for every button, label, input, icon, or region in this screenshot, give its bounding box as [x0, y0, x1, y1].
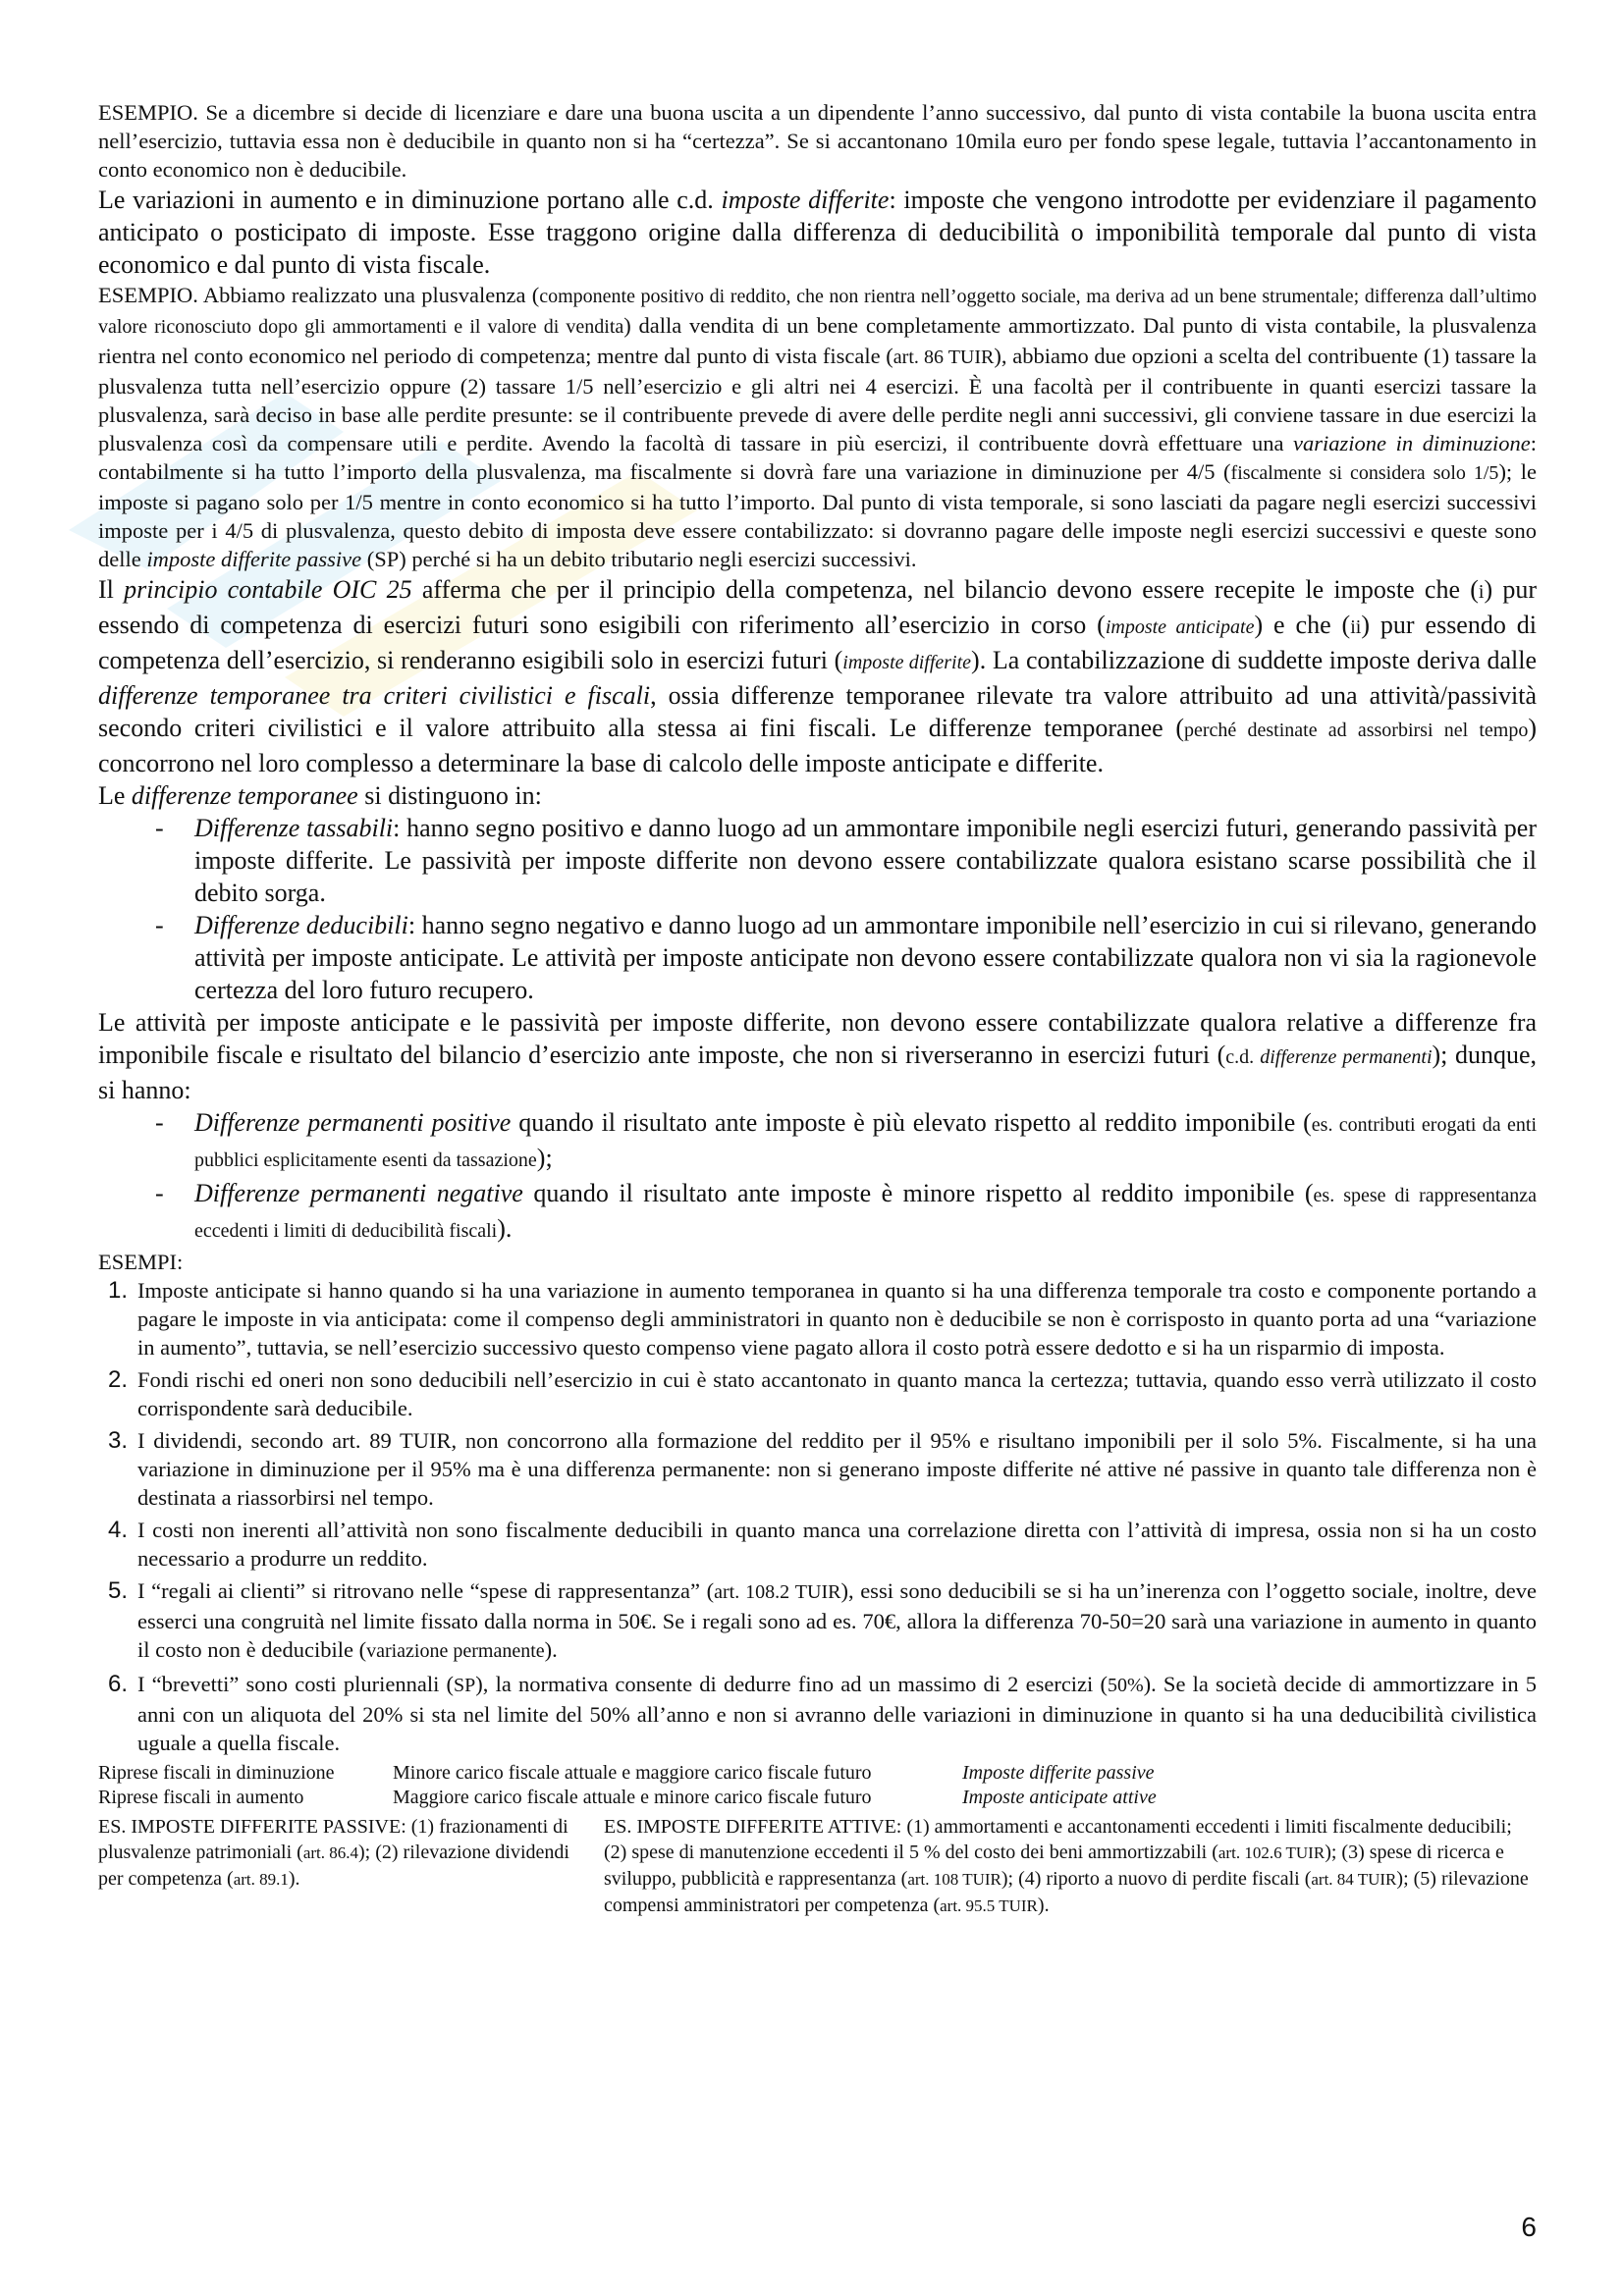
list-item: - Differenze permanenti positive quando il risultato ante imposte è più elevato rispetto al reddito imponibile (es. contributi erogati da enti pubblici esplicitamente esenti da tassazione); [155, 1108, 1538, 1172]
footer-right-active: ES. IMPOSTE DIFFERITE ATTIVE: (1) ammortamenti e accantonamenti eccedenti i limiti fiscalmente deducibili; (2) spese di manutenzione eccedenti il 5 % del costo dei beni ammortizzabili (art. 102.6 TUIR); (3) spese di ricerca e sviluppo, pubblicità e rappresentanza (art. 108 TUIR); (4) riporto a nuovo di perdite fiscali (art. 84 TUIR); (5) rilevazione compensi amministratori per competenza (art. 95.5 TUIR). [604, 1816, 1529, 1916]
list-item: 5. I “regali ai clienti” si ritrovano nelle “spese di rappresentanza” (art. 108.2 TUIR), essi sono deducibili se si ha un’inerenza con l’oggetto sociale, inoltre, deve esserci una congruità nel limite fissato dalla norma in 50€. Se i regali sono ad es. 70€, allora la differenza 70-50=20 sarà una variazione in aumento in quanto il costo non è deducibile (variazione permanente). [108, 1577, 1537, 1662]
dash-bullet: - [155, 1179, 164, 1207]
footer-left-passive: ES. IMPOSTE DIFFERITE PASSIVE: (1) frazionamenti di plusvalenze patrimoniali (art. 86.4); (2) rilevazione dividendi per competenza (art. 89.1). [98, 1816, 569, 1890]
summary-cell: Maggiore carico fiscale attuale e minore carico fiscale futuro [393, 1787, 872, 1808]
permanenti-list [98, 1106, 1537, 1248]
document-page [98, 98, 1537, 1919]
footer-examples [98, 1814, 1537, 1919]
list-item: 1. Imposte anticipate si hanno quando si ha una variazione in aumento temporanea in quanto si ha una differenza temporale tra costo e componente portando a pagare le imposte in via anticipata: come il compenso degli amministratori in quanto non è deducibile se non è corrisposto in quanto porta ad una “variazione in aumento”, tuttavia, se nell’esercizio successivo questo compenso viene pagato allora il costo potrà essere dedotto e si ha un risparmio di imposta. [108, 1277, 1537, 1360]
esempi-list [98, 1276, 1537, 1757]
dash-bullet: - [155, 814, 164, 842]
summary-cell: Minore carico fiscale attuale e maggiore carico fiscale futuro [393, 1762, 872, 1784]
summary-cell: Imposte anticipate attive [962, 1787, 1157, 1808]
list-item: 6. I “brevetti” sono costi pluriennali (SP), la normativa consente di dedurre fino ad un massimo di 2 esercizi (50%). Se la società decide di ammortizzare in 5 anni con un aliquota del 20% si sta nel limite del 50% all’anno e non si avranno delle variazioni in diminuzione in quanto si ha una deducibilità civilistica uguale a quella fiscale. [108, 1671, 1537, 1755]
temporanee-list [98, 812, 1537, 1006]
summary-cell: Riprese fiscali in diminuzione [98, 1762, 335, 1784]
page-number: 6 [1521, 2212, 1537, 2242]
summary-cell: Imposte differite passive [962, 1762, 1155, 1784]
temporanee-heading: Le differenze temporanee si distinguono in: [98, 781, 542, 810]
summary-cell: Riprese fiscali in aumento [98, 1787, 304, 1808]
example-paragraph-1: ESEMPIO. Se a dicembre si decide di licenziare e dare una buona uscita a un dipendente l’anno successivo, dal punto di vista contabile la buona uscita entra nell’esercizio, tuttavia essa non è deducibile in quanto non si ha “certezza”. Se si accantonano 10mila euro per fondo spese legale, tuttavia l’accantonamento in conto economico non è deducibile. [98, 100, 1537, 182]
summary-table [98, 1761, 1537, 1810]
list-item: - Differenze deducibili: hanno segno negativo e danno luogo ad un ammontare imponibile nell’esercizio in cui si rilevano, generando attività per imposte anticipate. Le attività per imposte anticipate non devono essere contabilizzate qualora non vi sia la ragionevole certezza del loro futuro recupero. [155, 911, 1537, 1004]
list-item: 2. Fondi rischi ed oneri non sono deducibili nell’esercizio in cui è stato accantonato in quanto manca la certezza; tuttavia, quando esso verrà utilizzato il costo corrispondente sarà deducibile. [108, 1366, 1537, 1420]
list-item: 3. I dividendi, secondo art. 89 TUIR, non concorrono alla formazione del reddito per il 95% e risultano imponibili per il solo 5%. Fiscalmente, si ha una variazione in diminuzione per il 95% ma è una differenza permanente: non si generano imposte differite né attive né passive in quanto tale differenza non è destinata a riassorbirsi nel tempo. [108, 1427, 1537, 1510]
esempi-heading: ESEMPI: [98, 1250, 184, 1274]
oic25-paragraph: Il principio contabile OIC 25 afferma che per il principio della competenza, nel bilancio devono essere recepite le imposte che (i) pur essendo di competenza di esercizi futuri sono esigibili con riferimento all’esercizio in corso (imposte anticipate) e che (ii) pur essendo di competenza dell’esercizio, si renderanno esigibili solo in esercizi futuri (imposte differite). La contabilizzazione di suddette imposte deriva dalle differenze temporanee tra criteri civilistici e fiscali, ossia differenze temporanee rilevate tra valore attribuito ad una attività/passività secondo criteri civilistici e il valore attribuito alla stessa ai fini fiscali. Le differenze temporanee (perché destinate ad assorbirsi nel tempo) concorrono nel loro complesso a determinare la base di calcolo delle imposte anticipate e differite. [98, 575, 1538, 777]
list-item: - Differenze permanenti negative quando il risultato ante imposte è minore rispetto al reddito imponibile (es. spese di rappresentanza eccedenti i limiti di deducibilità fiscali). [155, 1179, 1538, 1243]
list-item: - Differenze tassabili: hanno segno positivo e danno luogo ad un ammontare imponibile negli esercizi futuri, generando passività per imposte differite. Le passività per imposte differite non devono essere contabilizzate qualora esistano scarse possibilità che il debito sorga. [155, 814, 1537, 907]
permanenti-paragraph: Le attività per imposte anticipate e le passività per imposte differite, non devono essere contabilizzate qualora relative a differenze fra imponibile fiscale e risultato del bilancio d’esercizio ante imposte, che non si riverseranno in esercizi futuri (c.d. differenze permanenti); dunque, si hanno: [98, 1008, 1537, 1104]
plusvalenza-example-paragraph: ESEMPIO. Abbiamo realizzato una plusvalenza (componente positivo di reddito, che non rientra nell’oggetto sociale, ma deriva ad un bene strumentale; differenza dall’ultimo valore riconosciuto dopo gli ammortamenti e il valore di vendita) dalla vendita di un bene completamente ammortizzato. Dal punto di vista contabile, la plusvalenza rientra nel conto economico nel periodo di competenza; mentre dal punto di vista fiscale (art. 86 TUIR), abbiamo due opzioni a scelta del contribuente (1) tassare la plusvalenza tutta nell’esercizio oppure (2) tassare 1/5 nell’esercizio e gli altri nei 4 esercizi. È una facoltà per il contribuente in quanti esercizi tassare la plusvalenza, sarà deciso in base alle perdite presunte: se il contribuente prevede di avere delle perdite negli anni successivi, gli conviene tassare in due esercizi la plusvalenza così da compensare utili e perdite. Avendo la facoltà di tassare in più esercizi, il contribuente dovrà effettuare una variazione in diminuzione: contabilmente si ha tutto l’importo della plusvalenza, ma fiscalmente si dovrà fare una variazione in diminuzione per 4/5 (fiscalmente si considera solo 1/5); le imposte si pagano solo per 1/5 mentre in conto economico si ha tutto l’importo. Dal punto di vista temporale, si sono lasciati da pagare negli esercizi successivi imposte per i 4/5 di plusvalenza, questo debito di imposta deve essere contabilizzato: si dovranno pagare delle imposte negli esercizi successivi e queste sono delle imposte differite passive (SP) perché si ha un debito tributario negli esercizi successivi. [98, 283, 1538, 571]
dash-bullet: - [155, 1108, 164, 1137]
dash-bullet: - [155, 911, 164, 939]
differite-intro-paragraph: Le variazioni in aumento e in diminuzione portano alle c.d. imposte differite: imposte che vengono introdotte per evidenziare il pagamento anticipato o posticipato di imposte. Esse traggono origine dalla differenza di deducibilità o imponibilità temporale dal punto di vista economico e dal punto di vista fiscale. [98, 186, 1537, 279]
list-item: 4. I costi non inerenti all’attività non sono fiscalmente deducibili in quanto manca una correlazione diretta con l’attività di impresa, ossia non si ha un costo necessario a produrre un reddito. [108, 1517, 1537, 1571]
